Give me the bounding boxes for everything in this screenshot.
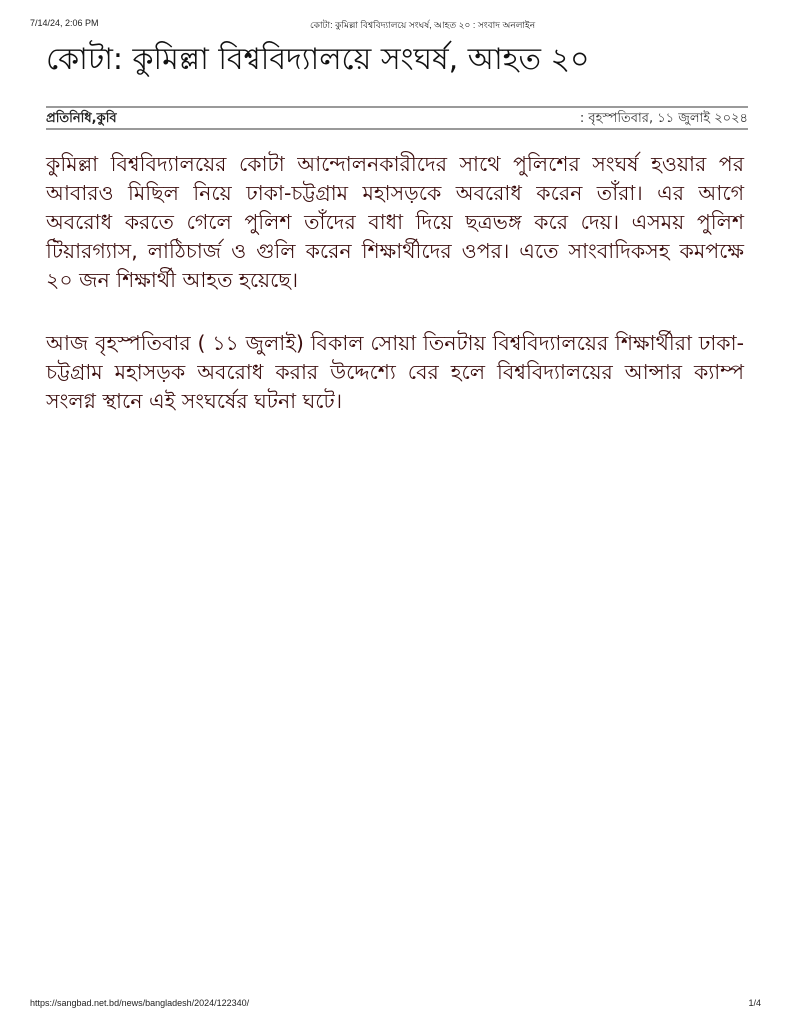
article-paragraph: আজ বৃহস্পতিবার ( ১১ জুলাই) বিকাল সোয়া তিনটায় বিশ্ববিদ্যালয়ের শিক্ষার্থীরা ঢাকা-চট্টগ্রাম মহাসড়ক অবরোধ করার উদ্দেশ্যে বের হলে বিশ্ববিদ্যালয়ের আন্সার ক্যাম্প সংলগ্ন স্থানে এই সংঘর্ষের ঘটনা ঘটে। — [46, 331, 744, 413]
print-page-number: 1/4 — [748, 998, 761, 1008]
print-page-title: কোটা: কুমিল্লা বিশ্ববিদ্যালয়ে সংঘর্ষ, আহত ২০ : সংবাদ অনলাইন — [310, 20, 536, 30]
article-dateline: : বৃহস্পতিবার, ১১ জুলাই ২০২৪ — [579, 111, 748, 126]
article-paragraph: কুমিল্লা বিশ্ববিদ্যালয়ের কোটা আন্দোলনকারীদের সাথে পুলিশের সংঘর্ষ হওয়ার পর আবারও মিছিল নিয়ে ঢাকা-চট্টগ্রাম মহাসড়কে অবরোধ করেন তাঁরা। এর আগে অবরোধ করতে গেলে পুলিশ তাঁদের বাধা দিয়ে ছত্রভঙ্গ করে দেয়। এসময় পুলিশ টিয়ারগ্যাস, লাঠিচার্জ ও গুলি করেন শিক্ষার্থীদের ওপর। এতে সাংবাদিকসহ কমপক্ষে ২০ জন শিক্ষার্থী আহত হয়েছে। — [46, 152, 744, 292]
article-body — [46, 150, 744, 450]
article-headline: কোটা: কুমিল্লা বিশ্ববিদ্যালয়ে সংঘর্ষ, আহত ২০ — [46, 42, 590, 77]
article-meta-bar — [46, 106, 748, 130]
print-footer — [30, 998, 761, 1012]
print-date-time: 7/14/24, 2:06 PM — [30, 18, 99, 28]
print-url: https://sangbad.net.bd/news/bangladesh/2024/122340/ — [30, 998, 250, 1008]
print-header — [30, 18, 747, 32]
article-byline: প্রতিনিধি,কুবি — [46, 111, 117, 126]
